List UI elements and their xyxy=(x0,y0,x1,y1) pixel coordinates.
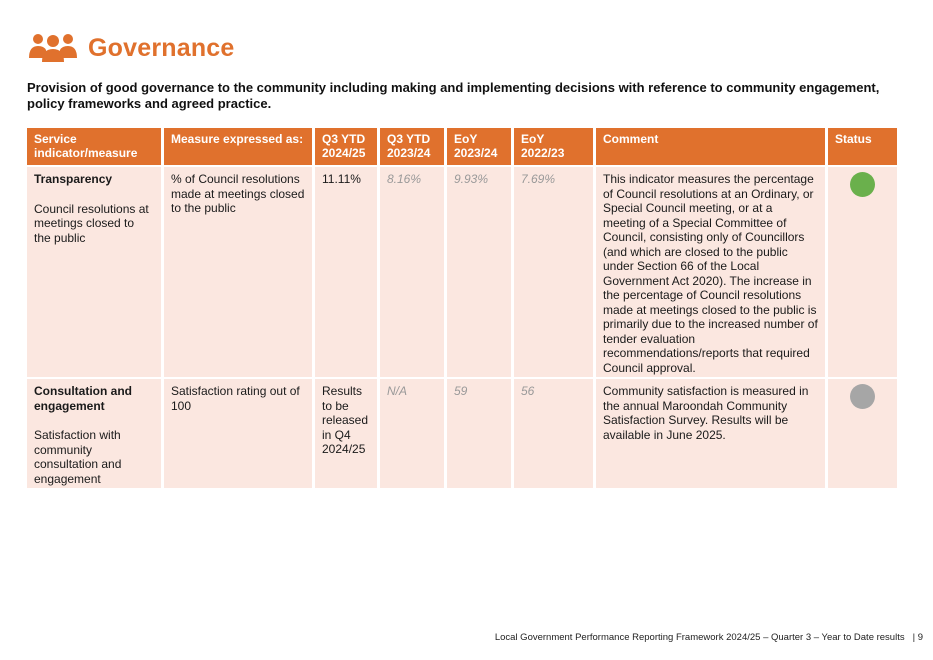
q3-2324-cell: N/A xyxy=(380,379,444,488)
q3-2425-cell: Results to be released in Q4 2024/25 xyxy=(315,379,377,488)
people-group-icon xyxy=(28,32,78,64)
indicator-cell xyxy=(27,167,161,377)
col-header: EoY 2022/23 xyxy=(514,128,593,165)
status-indicator-green xyxy=(850,172,875,197)
table-row xyxy=(27,167,897,377)
col-header: EoY 2023/24 xyxy=(447,128,511,165)
status-indicator-grey xyxy=(850,384,875,409)
indicator-title: Consultation and engagement xyxy=(34,384,132,413)
indicator-cell xyxy=(27,379,161,488)
status-cell xyxy=(828,379,897,488)
q3-2324-cell: 8.16% xyxy=(380,167,444,377)
governance-table xyxy=(24,126,900,490)
section-heading xyxy=(28,30,235,66)
intro-text: Provision of good governance to the community including making and implementing decisions with reference to community engagement, policy frameworks and agreed practice. xyxy=(27,80,880,111)
col-header: Q3 YTD 2023/24 xyxy=(380,128,444,165)
q3-2425-cell: 11.11% xyxy=(315,167,377,377)
eoy-2223-cell: 56 xyxy=(514,379,593,488)
col-header: Status xyxy=(828,128,897,165)
col-header: Q3 YTD 2024/25 xyxy=(315,128,377,165)
eoy-2223-cell: 7.69% xyxy=(514,167,593,377)
indicator-description: Satisfaction with community consultation and engagement xyxy=(34,428,122,486)
page-title: Governance xyxy=(88,33,235,62)
col-header: Measure expressed as: xyxy=(164,128,312,165)
measure-cell: Satisfaction rating out of 100 xyxy=(164,379,312,488)
eoy-2324-cell: 59 xyxy=(447,379,511,488)
footer-text: Local Government Performance Reporting Framework 2024/25 – Quarter 3 – Year to Date results xyxy=(494,632,905,643)
comment-cell: This indicator measures the percentage of Council resolutions at an Ordinary, or Special Council meeting, or at a meeting of a Special Committee of Council, consisting only of Councillors (and which are closed to the public under Section 66 of the Local Government Act 2020). The increase in the percentage of Council resolutions made at meetings closed to the public is primarily due to the increased number of tender evaluation recommendations/reports that required Council approval. xyxy=(596,167,825,377)
status-cell xyxy=(828,167,897,377)
table-header-row xyxy=(27,128,897,165)
eoy-2324-cell: 9.93% xyxy=(447,167,511,377)
page-footer xyxy=(495,632,923,643)
indicator-description: Council resolutions at meetings closed to the public xyxy=(34,201,149,245)
indicator-title: Transparency xyxy=(34,172,113,186)
measure-cell: % of Council resolutions made at meetings closed to the public xyxy=(164,167,312,377)
page-number: | 9 xyxy=(912,632,923,643)
table-row xyxy=(27,379,897,488)
col-header: Comment xyxy=(596,128,825,165)
comment-cell: Community satisfaction is measured in the annual Maroondah Community Satisfaction Survey. Results will be available in June 2025. xyxy=(596,379,825,488)
col-header: Service indicator/measure xyxy=(27,128,161,165)
